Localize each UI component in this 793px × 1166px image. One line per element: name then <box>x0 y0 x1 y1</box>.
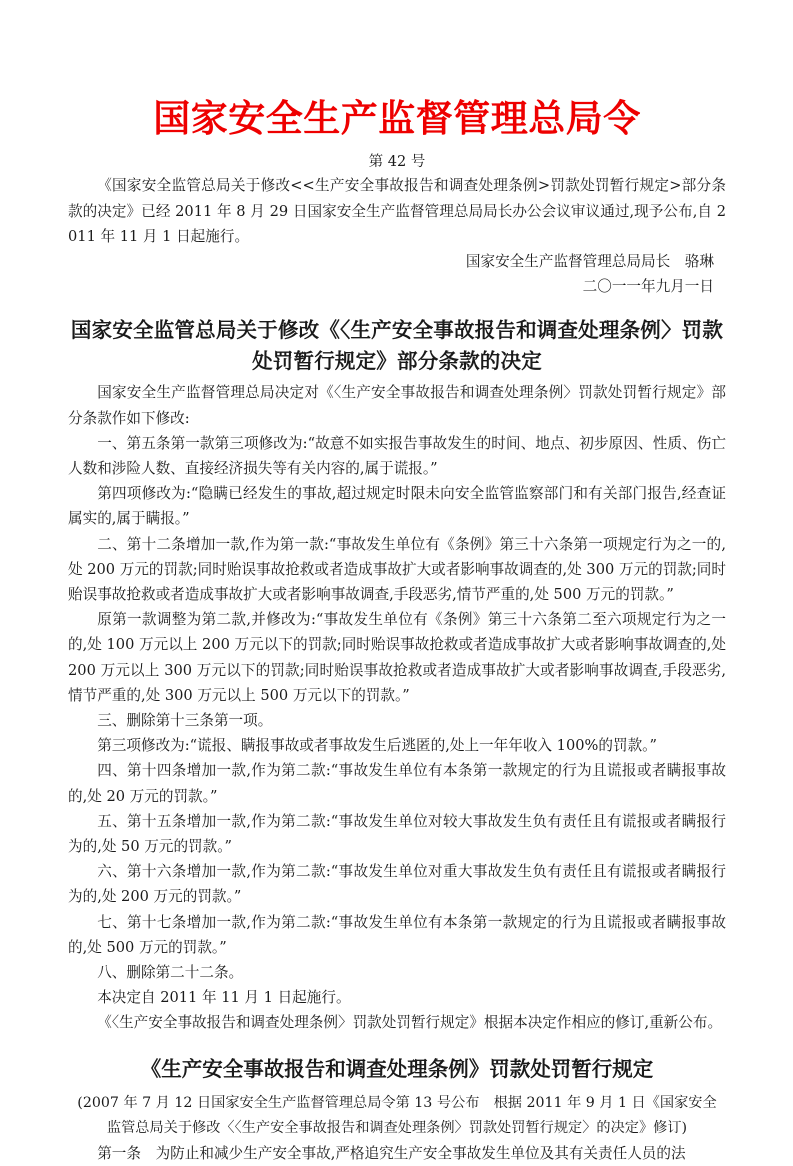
signature-name: 国家安全生产监督管理总局局长 骆琳 <box>465 252 714 270</box>
article-paragraph: 第三项修改为:“谎报、瞒报事故或者事故发生后逃匿的,处上一年年收入 100%的罚款。” <box>97 737 657 755</box>
signature-date: 二〇一一年九月一日 <box>582 278 714 296</box>
document-content <box>68 0 726 1166</box>
article-paragraph: 八、删除第二十二条。 <box>97 963 244 981</box>
article-paragraph: 一、第五条第一款第三项修改为:“故意不如实报告事故发生的时间、地点、初步原因、性质、伤亡人数和涉险人数、直接经济损失等有关内容的,属于谎报。” <box>68 434 726 477</box>
promulgation-note-line2: 监管总局关于修改〈〈生产安全事故报告和调查处理条例〉罚款处罚暂行规定〉的决定》修订) <box>106 1119 688 1136</box>
decree-preamble: 《国家安全监管总局关于修改<<生产安全事故报告和调查处理条例>罚款处罚暂行规定>部分条款的决定》已经 2011 年 8 月 29 日国家安全生产监督管理总局局长办公会议审议通过,现予公布,自 2011 年 11 月 1 日起施行。 <box>68 177 726 245</box>
article-paragraph: 《〈生产安全事故报告和调查处理条例〉罚款处罚暂行规定》根据本决定作相应的修订,重新公布。 <box>97 1014 723 1032</box>
article-paragraph: 三、删除第十三条第一项。 <box>97 711 273 729</box>
article-paragraph: 第四项修改为:“隐瞒已经发生的事故,超过规定时限未向安全监管监察部门和有关部门报告,经查证属实的,属于瞒报。” <box>68 485 726 528</box>
article-paragraph: 原第一款调整为第二款,并修改为:“事故发生单位有《条例》第三十六条第二至六项规定行为之一的,处 100 万元以上 200 万元以下的罚款;同时贻误事故抢救或者造成事故扩大或者影响事故调查的,处 200 万元以上 300 万元以下的罚款;同时贻误事故抢救或者造成事故扩大或者影响事故调查,手段恶劣,情节严重的,处 300 万元以上 500 万元以下的罚款。” <box>68 611 726 704</box>
article-one-paragraph: 第一条 为防止和减少生产安全事故,严格追究生产安全事故发生单位及其有关责任人员的法 <box>97 1145 686 1162</box>
promulgation-note-line1: (2007 年 7 月 12 日国家安全生产监督管理总局令第 13 号公布 根据 2011 年 9 月 1 日《国家安全 <box>77 1094 717 1111</box>
article-paragraph: 五、第十五条增加一款,作为第二款:“事故发生单位对较大事故发生负有责任且有谎报或者瞒报行为的,处 50 万元的罚款。” <box>68 812 726 855</box>
article-paragraph: 本决定自 2011 年 11 月 1 日起施行。 <box>97 989 351 1007</box>
decree-number: 第 42 号 <box>368 153 426 170</box>
regulation-heading: 《生产安全事故报告和调查处理条例》罚款处罚暂行规定 <box>140 1056 654 1081</box>
article-paragraph: 四、第十四条增加一款,作为第二款:“事故发生单位有本条第一款规定的行为且谎报或者瞒报事故的,处 20 万元的罚款。” <box>68 762 726 805</box>
decree-main-title: 国家安全生产监督管理总局令 <box>153 97 641 140</box>
article-paragraph: 二、第十二条增加一款,作为第一款:“事故发生单位有《条例》第三十六条第一项规定行为之一的,处 200 万元的罚款;同时贻误事故抢救或者造成事故扩大或者影响事故调查的,处 300 万元的罚款;同时贻误事故抢救或者造成事故扩大或者影响事故调查,手段恶劣,情节严重的,处 500 万元的罚款。” <box>68 535 726 603</box>
decision-intro-paragraph: 国家安全生产监督管理总局决定对《〈生产安全事故报告和调查处理条例〉罚款处罚暂行规定》部分条款作如下修改: <box>68 384 726 427</box>
decision-heading: 国家安全监管总局关于修改《〈生产安全事故报告和调查处理条例〉罚款处罚暂行规定》部分条款的决定 <box>70 318 724 374</box>
article-paragraph: 七、第十七条增加一款,作为第二款:“事故发生单位有本条第一款规定的行为且谎报或者瞒报事故的,处 500 万元的罚款。” <box>68 913 726 956</box>
article-paragraph: 六、第十六条增加一款,作为第二款:“事故发生单位对重大事故发生负有责任且有谎报或者瞒报行为的,处 200 万元的罚款。” <box>68 863 726 906</box>
